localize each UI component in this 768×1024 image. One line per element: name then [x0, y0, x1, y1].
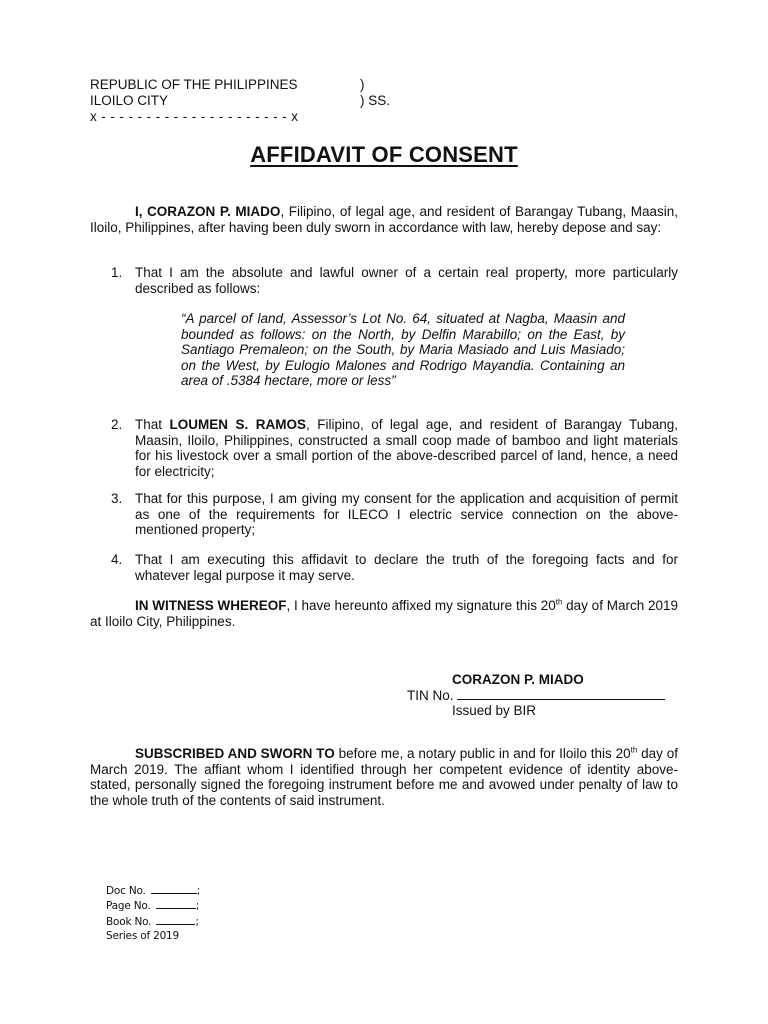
document-title-wrap	[0, 142, 768, 167]
list-item-3	[90, 491, 678, 538]
doc-number-line	[106, 883, 200, 898]
item-prefix: That	[135, 417, 170, 432]
item-text: That I am executing this affidavit to declare the truth of the foregoing facts and for whatever legal purpose it may serve.	[135, 552, 678, 583]
caption-separator: x - - - - - - - - - - - - - - - - - - - - - x	[90, 109, 299, 124]
jurat-sup: th	[630, 745, 638, 755]
document-title: AFFIDAVIT OF CONSENT	[250, 142, 518, 167]
list-item-1	[90, 265, 678, 296]
page-blank	[156, 898, 196, 909]
item-text	[135, 417, 678, 479]
caption-ss: ) SS.	[360, 93, 391, 108]
jurat-text: before me, a notary public in and for Iloilo this 20	[334, 746, 631, 761]
item-number: 2.	[111, 417, 123, 432]
tin-blank	[457, 687, 665, 700]
tin-line	[407, 687, 665, 704]
venue-caption	[90, 77, 390, 125]
series-line: Series of 2019	[106, 929, 180, 942]
item-number: 1.	[111, 265, 123, 280]
caption-city: ILOILO CITY	[90, 93, 169, 108]
page-number-line	[106, 898, 200, 913]
notarial-register	[106, 883, 200, 943]
witness-paragraph	[90, 598, 678, 629]
caption-republic: REPUBLIC OF THE PHILIPPINES	[90, 77, 298, 92]
intro-text: , Filipino, of legal age, and resident of Barangay Tubang, Maasin, Iloilo, Philippines, after having been duly sworn in accordance with law, hereby depose and say:	[90, 204, 678, 235]
tin-label: TIN No.	[407, 688, 454, 703]
signatory-name: CORAZON P. MIADO	[452, 672, 584, 687]
jurat-paragraph	[90, 746, 678, 808]
witness-text-end: day of March 2019 at Iloilo City, Philippines.	[90, 598, 678, 629]
book-blank	[156, 914, 195, 925]
page-terminator: ;	[195, 900, 200, 913]
affiant-name: I, CORAZON P. MIADO	[135, 204, 281, 219]
jurat-text-end: day of March 2019. The affiant whom I identified through her competent evidence of identity above-stated, personally signed the foregoing instrument before me and avowed under penalty of law to the whole truth of the contents of said instrument.	[90, 746, 678, 808]
grantee-name: LOUMEN S. RAMOS	[169, 417, 306, 432]
item-text: That for this purpose, I am giving my consent for the application and acquisition of permit as one of the requirements for ILECO I electric service connection on the above-mentioned property;	[135, 491, 678, 537]
list-item-4	[90, 552, 678, 583]
item-body: , Filipino, of legal age, and resident of Barangay Tubang, Maasin, Iloilo, Philippines, constructed a small coop made of bamboo and light materials for his livestock over a small portion of the above-described parcel of land, hence, a need for electricity;	[135, 417, 678, 479]
book-number-line	[106, 914, 200, 929]
page-label: Page No.	[106, 900, 151, 913]
doc-blank	[151, 883, 197, 894]
jurat-heading: SUBSCRIBED AND SWORN TO	[135, 746, 335, 761]
item-text: That I am the absolute and lawful owner of a certain real property, more particularly described as follows:	[135, 265, 678, 296]
doc-terminator: ;	[196, 885, 201, 897]
issued-by: Issued by BIR	[452, 703, 537, 718]
item-number: 4.	[111, 552, 123, 567]
property-description: “A parcel of land, Assessor’s Lot No. 64, situated at Nagba, Maasin and bounded as follows: on the North, by Delfin Marabillo; on the East, by Santiago Premaleon; on the South, by Maria Masiado and Luis Masiado; on the West, by Eulogio Malones and Rodrigo Mayandia. Containing an area of .5384 hectare, more or less”	[181, 311, 625, 388]
caption-paren: )	[360, 77, 365, 92]
intro-paragraph	[90, 204, 678, 235]
doc-label: Doc No.	[106, 885, 146, 897]
book-label: Book No.	[106, 915, 152, 928]
item-number: 3.	[111, 491, 123, 506]
witness-heading: IN WITNESS WHEREOF	[135, 598, 287, 613]
witness-text: , I have hereunto affixed my signature this 20	[286, 598, 556, 613]
witness-sup: th	[555, 597, 563, 607]
book-terminator: ;	[195, 915, 199, 928]
list-item-2	[90, 417, 678, 479]
